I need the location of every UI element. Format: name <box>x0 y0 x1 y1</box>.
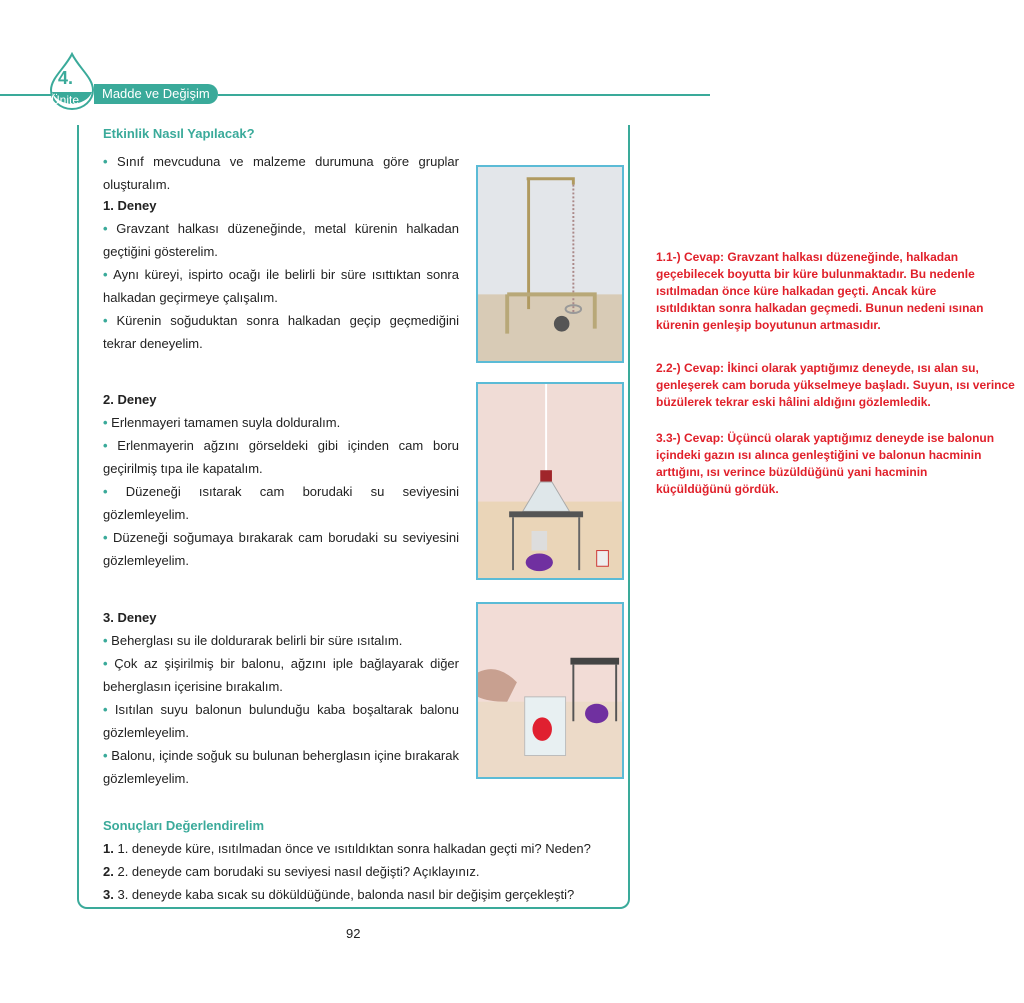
step: • Kürenin soğuduktan sonra halkadan geçip geçmediğini tekrar deneyelim. <box>103 313 459 351</box>
activity-title: Etkinlik Nasıl Yapılacak? <box>103 126 255 141</box>
header-line-right <box>218 94 710 96</box>
step: • Erlenmayeri tamamen suyla dolduralım. <box>103 415 341 430</box>
step: • Düzeneği ısıtarak cam borudaki su seviyesini gözlemleyelim. <box>103 484 459 522</box>
step-text: Kürenin soğuduktan sonra halkadan geçip geçmediğini tekrar deneyelim. <box>103 313 459 351</box>
question-number: 2. <box>103 864 114 879</box>
answer-3: 3.3-) Cevap: Üçüncü olarak yaptığımız deneyde ise balonun içindeki gazın ısı alınca genleştiğini ve balonun hacminin arttığını, ısı verince büzüldüğünü yani hacminin küçüldüğünü gördük. <box>656 431 995 496</box>
erlenmeyer-photo <box>476 382 624 580</box>
question <box>103 860 591 883</box>
question <box>103 883 591 906</box>
results-title: Sonuçları Değerlendirelim <box>103 818 265 833</box>
answer-1: 1.1-) Cevap: Gravzant halkası düzeneğinde, halkadan geçebilecek boyutta bir küre bulunmaktadır. Bu nedenle ısıtılmadan önce küre halkadan geçti. Ancak küre ısıtıldıktan sonra halkadan geçmedi. Bunun nedeni ısınan kürenin genleşip boyutunun artmasıdır. <box>656 250 984 332</box>
activity-intro: • Sınıf mevcuduna ve malzeme durumuna göre gruplar oluşturalım. <box>103 154 459 192</box>
question-number: 1. <box>103 841 114 856</box>
experiment-title: 2. Deney <box>103 392 157 407</box>
step-text: Düzeneği soğumaya bırakarak cam borudaki su seviyesini gözlemleyelim. <box>103 530 460 568</box>
question-text: 3. deneyde kaba sıcak su döküldüğünde, balonda nasıl bir değişim gerçekleşti? <box>117 887 575 902</box>
balloon-experiment-photo <box>476 602 624 779</box>
experiment-3 <box>103 610 459 790</box>
step: • Aynı küreyi, ispirto ocağı ile belirli bir süre ısıttıktan sonra halkadan geçirmeye çalışalım. <box>103 267 459 305</box>
experiment-2 <box>103 392 459 572</box>
step: • Beherglası su ile doldurarak belirli bir süre ısıtalım. <box>103 633 403 648</box>
intro-text: Sınıf mevcuduna ve malzeme durumuna göre gruplar oluşturalım. <box>103 154 459 192</box>
step: • Isıtılan suyu balonun bulunduğu kaba boşaltarak balonu gözlemleyelim. <box>103 702 459 740</box>
step-text: Beherglası su ile doldurarak belirli bir süre ısıtalım. <box>111 633 403 648</box>
step: • Gravzant halkası düzeneğinde, metal kürenin halkadan geçtiğini gösterelim. <box>103 221 459 259</box>
experiment-1 <box>103 198 459 355</box>
step: • Düzeneği soğumaya bırakarak cam borudaki su seviyesini gözlemleyelim. <box>103 530 460 568</box>
step: • Balonu, içinde soğuk su bulunan beherglasın içine bırakarak gözlemleyelim. <box>103 748 459 786</box>
step-text: Erlenmayeri tamamen suyla dolduralım. <box>111 415 341 430</box>
questions-list <box>103 837 591 906</box>
step-text: Aynı küreyi, ispirto ocağı ile belirli bir süre ısıttıktan sonra halkadan geçirmeye çalışalım. <box>103 267 459 305</box>
gravesande-ring-photo <box>476 165 624 363</box>
step-text: Erlenmayerin ağzını görseldeki gibi içinden cam boru geçirilmiş tıpa ile kapatalım. <box>103 438 459 476</box>
step-text: Balonu, içinde soğuk su bulunan beherglasın içine bırakarak gözlemleyelim. <box>103 748 459 786</box>
question-number: 3. <box>103 887 114 902</box>
page-number: 92 <box>346 926 361 941</box>
question-text: 2. deneyde cam borudaki su seviyesi nasıl değişti? Açıklayınız. <box>117 864 480 879</box>
header-line-left <box>0 94 52 96</box>
answer-2: 2.2-) Cevap: İkinci olarak yaptığımız deneyde, ısı alan su, genleşerek cam boruda yükselmeye başladı. Suyun, ısı verince büzülerek tekrar eski hâlini aldığını gözlemledik. <box>656 361 1015 409</box>
unit-title: Madde ve Değişim <box>94 84 218 104</box>
unit-label: Ünite <box>51 93 80 107</box>
step: • Çok az şişirilmiş bir balonu, ağzını iple bağlayarak diğer beherglasın içerisine bırakalım. <box>103 656 459 694</box>
experiment-title: 3. Deney <box>103 610 157 625</box>
question <box>103 837 591 860</box>
step-text: Isıtılan suyu balonun bulunduğu kaba boşaltarak balonu gözlemleyelim. <box>103 702 459 740</box>
unit-number: 4. <box>58 68 74 88</box>
experiment-title: 1. Deney <box>103 198 157 213</box>
step-text: Çok az şişirilmiş bir balonu, ağzını iple bağlayarak diğer beherglasın içerisine bırakalım. <box>103 656 459 694</box>
question-text: 1. deneyde küre, ısıtılmadan önce ve ısıtıldıktan sonra halkadan geçti mi? Neden? <box>117 841 591 856</box>
step-text: Düzeneği ısıtarak cam borudaki su seviyesini gözlemleyelim. <box>103 484 459 522</box>
step: • Erlenmayerin ağzını görseldeki gibi içinden cam boru geçirilmiş tıpa ile kapatalım. <box>103 438 459 476</box>
step-text: Gravzant halkası düzeneğinde, metal kürenin halkadan geçtiğini gösterelim. <box>103 221 459 259</box>
